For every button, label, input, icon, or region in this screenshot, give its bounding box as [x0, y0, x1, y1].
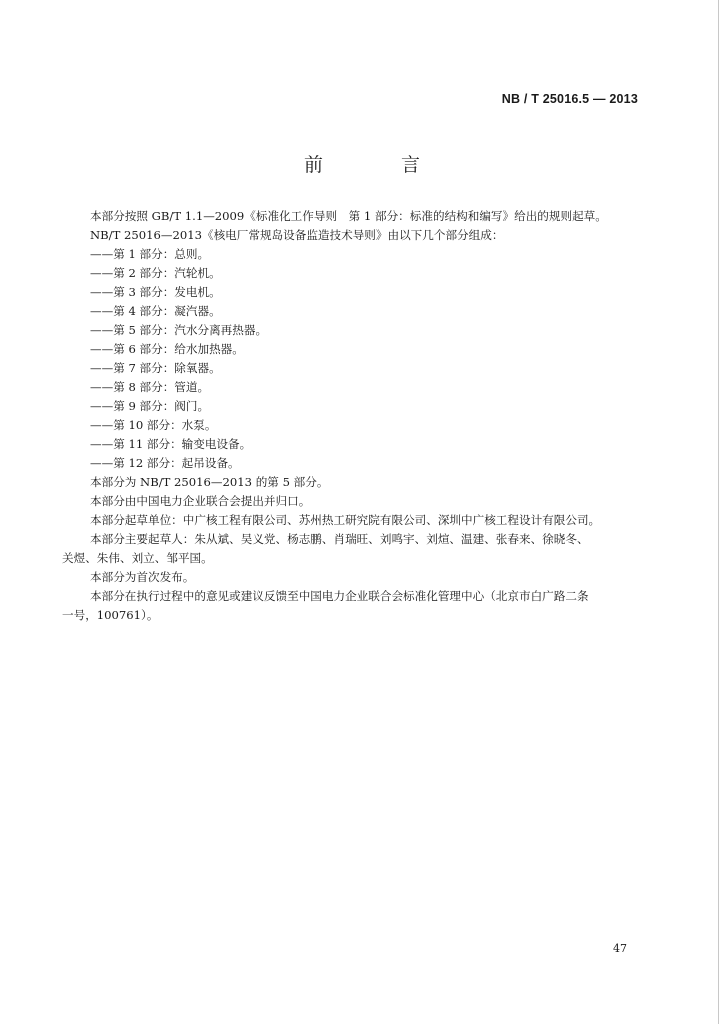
list-item: ——第 2 部分：汽轮机。: [90, 266, 221, 280]
paragraph-part-statement: 本部分为 NB/T 25016—2013 的第 5 部分。: [90, 475, 329, 489]
standard-number: NB / T 25016.5 — 2013: [501, 92, 638, 106]
paragraph-feedback-line1: 本部分在执行过程中的意见或建议反馈至中国电力企业联合会标准化管理中心（北京市白广路二条: [90, 589, 589, 603]
paragraph-proposer: 本部分由中国电力企业联合会提出并归口。: [90, 494, 311, 508]
paragraph-first-release: 本部分为首次发布。: [90, 570, 195, 584]
paragraph-drafting-units: 本部分起草单位：中广核工程有限公司、苏州热工研究院有限公司、深圳中广核工程设计有限公司。: [90, 513, 601, 527]
paragraph-drafters-line1: 本部分主要起草人：朱从斌、吴义党、杨志鹏、肖瑞旺、刘鸣宇、刘煊、温建、张春来、徐晓冬、: [90, 532, 589, 546]
foreword-body: [62, 207, 662, 625]
list-item: ——第 10 部分：水泵。: [90, 418, 217, 432]
paragraph-drafters-line2: 关煜、朱伟、刘立、邹平国。: [62, 551, 213, 565]
paragraph-drafting-rules: 本部分按照 GB/T 1.1—2009《标准化工作导则 第 1 部分：标准的结构和编写》给出的规则起草。: [90, 209, 607, 223]
list-item: ——第 8 部分：管道。: [90, 380, 210, 394]
list-item: ——第 7 部分：除氧器。: [90, 361, 221, 375]
paragraph-series-intro: NB/T 25016—2013《核电厂常规岛设备监造技术导则》由以下几个部分组成：: [90, 228, 504, 242]
list-item: ——第 9 部分：阀门。: [90, 399, 210, 413]
list-item: ——第 5 部分：汽水分离再热器。: [90, 323, 268, 337]
page-number: 47: [613, 942, 627, 955]
list-item: ——第 4 部分：凝汽器。: [90, 304, 221, 318]
paragraph-feedback-line2: 一号，100761）。: [62, 608, 159, 622]
list-item: ——第 6 部分：给水加热器。: [90, 342, 244, 356]
list-item: ——第 1 部分：总则。: [90, 247, 210, 261]
list-item: ——第 3 部分：发电机。: [90, 285, 221, 299]
page-title: 前 言: [303, 154, 457, 176]
list-item: ——第 12 部分：起吊设备。: [90, 456, 240, 470]
list-item: ——第 11 部分：输变电设备。: [90, 437, 252, 451]
